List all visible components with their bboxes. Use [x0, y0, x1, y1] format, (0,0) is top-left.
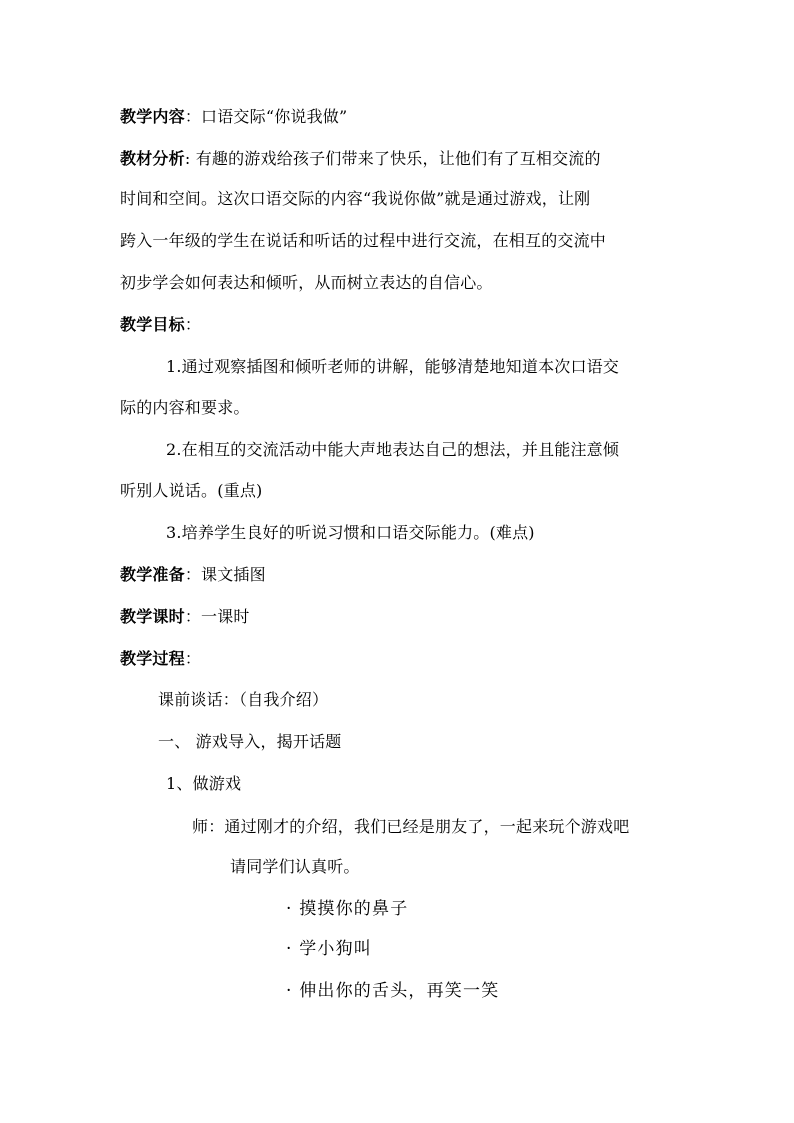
pre-talk: 课前谈话：（自我介绍） [158, 690, 329, 709]
list-item: · 学小狗叫 [286, 939, 373, 959]
analysis-colon: : [184, 149, 191, 168]
analysis-label: 教材分析 [120, 149, 185, 168]
process-heading [120, 649, 201, 669]
prep-text: 课文插图 [201, 565, 266, 584]
content-line [120, 107, 347, 127]
goals-label: 教学目标 [120, 315, 185, 334]
prep-label: 教学准备 [120, 565, 185, 584]
analysis-text-1: 有趣的游戏给孩子们带来了快乐，让他们有了互相交流的 [195, 149, 601, 168]
step-1-1: 1、做游戏 [166, 774, 242, 793]
list-item: · 伸出你的舌头，再笑一笑 [286, 981, 500, 1001]
goal-1-line-1: 1.通过观察插图和倾听老师的讲解，能够清楚地知道本次口语交 [166, 357, 620, 376]
hours-label: 教学课时 [120, 607, 185, 626]
hours-colon: ： [184, 607, 202, 626]
teacher-line-2: 请同学们认真听。 [230, 857, 360, 876]
goals-colon: ： [184, 315, 202, 334]
goals-heading [120, 315, 201, 335]
content-label: 教学内容 [120, 107, 185, 126]
content-text: 口语交际“你说我做” [201, 107, 348, 126]
hours-line [120, 607, 250, 627]
prep-line [120, 565, 266, 585]
hours-text: 一课时 [201, 607, 250, 626]
goal-2-line-1: 2.在相互的交流活动中能大声地表达自己的想法，并且能注意倾 [166, 440, 620, 459]
analysis-line-1 [120, 149, 601, 169]
analysis-line-2: 时间和空间。这次口语交际的内容“我说你做”就是通过游戏，让刚 [120, 189, 591, 208]
goal-2-line-2: 听别人说话。(重点) [120, 481, 263, 500]
goal-3: 3.培养学生良好的听说习惯和口语交际能力。(难点) [166, 523, 535, 542]
teacher-line-1: 师：通过刚才的介绍，我们已经是朋友了，一起来玩个游戏吧 [192, 817, 630, 836]
goal-1-line-2: 际的内容和要求。 [120, 398, 250, 417]
process-colon: ： [184, 649, 202, 668]
step-1: 一、 游戏导入，揭开话题 [158, 732, 342, 751]
content-colon: ： [184, 107, 202, 126]
prep-colon: ： [184, 565, 202, 584]
analysis-line-4: 初步学会如何表达和倾听，从而树立表达的自信心。 [120, 273, 493, 292]
list-item: · 摸摸你的鼻子 [286, 899, 409, 919]
analysis-line-3: 跨入一年级的学生在说话和听话的过程中进行交流，在相互的交流中 [120, 231, 607, 250]
process-label: 教学过程 [120, 649, 185, 668]
